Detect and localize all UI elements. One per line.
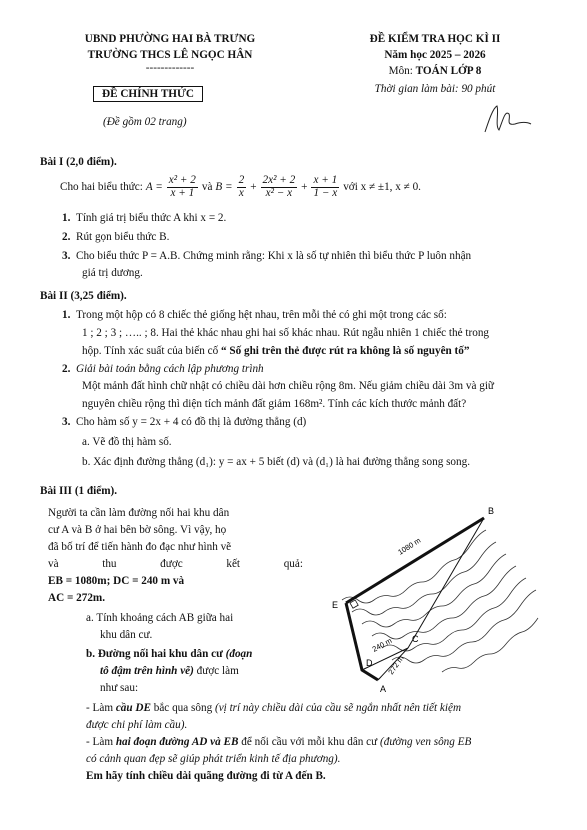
river-figure — [312, 500, 572, 695]
label-1080: 1080 m — [396, 535, 423, 557]
part3-qa: a. Tính khoảng cách AB giữa hai khu dân cư. — [86, 612, 234, 641]
part1-q3: 3. Cho biểu thức P = A.B. Chứng minh rằng: Khi x là số tự nhiên thì biểu thức P luôn nhận — [62, 250, 472, 262]
part3-problem: Người ta cần làm đường nối hai khu dân cư A và B ở hai bên bờ sông. Vì vậy, họ đã bố trí để tiến hành đo đạc như hình vẽ và thu được kết quả: EB = 1080m; DC = 240 m và AC = 272m. — [48, 507, 303, 604]
label-a: A — [380, 684, 387, 694]
school-name: TRƯỜNG THCS LÊ NGỌC HÂN — [87, 49, 253, 61]
fraction-b2: $\frac{\text{2x² + 2}}{\text{x² − x}}$ — [262, 174, 296, 199]
fraction-b1: $\frac{2}{x}$ — [238, 174, 245, 199]
part3-title: Bài III (1 điểm). — [40, 485, 118, 497]
part3-qb: b. Đường nối hai khu dân cư (đoạn tô đậm trên hình vẽ) được làm như sau: — [86, 648, 253, 694]
part1-q1: 1. Tính giá trị biểu thức A khi x = 2. — [62, 212, 227, 224]
subject-label: Môn: — [388, 65, 413, 77]
part2-q1-l2: 1 ; 2 ; 3 ; ….. ; 8. Hai thẻ khác nhau ghi hai số khác nhau. Rút ngẫu nhiên 1 chiếc thẻ trong — [82, 327, 490, 339]
part2-q2: 2. Giải bài toán bằng cách lập phương trình — [62, 363, 264, 375]
part2-title: Bài II (3,25 điểm). — [40, 290, 127, 302]
a-equals: A = — [145, 181, 163, 194]
b-equals: B = — [215, 181, 233, 194]
part2-q3b: b. Xác định đường thẳng (d₁): y = ax + 5 biết (d) và (d₁) là hai đường thẳng song song. — [82, 456, 471, 468]
time-note: Thời gian làm bài: 90 phút — [374, 83, 496, 95]
condition-text: với x ≠ ±1, x ≠ 0. — [343, 181, 421, 194]
official-exam-box: ĐỀ CHÍNH THỨC — [93, 86, 203, 102]
header-dashes: ------------- — [145, 62, 195, 74]
part2-q1-l3: hộp. Tính xác suất của biến cố “ Số ghi trên thẻ được rút ra không là số nguyên tố” — [82, 345, 470, 357]
part1-q3-cont: giá trị dương. — [82, 267, 143, 279]
line-bc — [408, 518, 484, 648]
label-c: C — [412, 634, 419, 644]
school-authority: UBND PHƯỜNG HAI BÀ TRƯNG — [84, 33, 256, 45]
part1-expressions: Cho hai biểu thức: A = $\frac{\text{x² + 2}}{x + 1}$ và B = $\frac{2}{x}$ + $\frac{\text{2x² + 2}}{\text{x² − x}}$ + $\frac{x + 1}{1 - x}$ với x ≠ ±1, x ≠ 0. — [60, 174, 421, 199]
label-b: B — [488, 506, 495, 516]
teacher-signature — [475, 100, 535, 140]
part1-q2: 2. Rút gọn biểu thức B. — [62, 231, 170, 243]
part2-q3: 3. Cho hàm số y = 2x + 4 có đồ thị là đường thẳng (d) — [62, 416, 307, 428]
exam-title: ĐỀ KIỂM TRA HỌC KÌ II — [369, 33, 501, 45]
part2-q1: 1. Trong một hộp có 8 chiếc thẻ giống hệt nhau, trên mỗi thẻ có ghi một trong các số: — [62, 309, 447, 321]
label-272: 272 m — [386, 653, 406, 677]
part2-q3a: a. Vẽ đồ thị hàm số. — [82, 436, 172, 448]
part1-title: Bài I (2,0 điểm). — [40, 156, 117, 168]
subject-value: TOÁN LỚP 8 — [415, 65, 482, 77]
subject-line — [320, 65, 550, 77]
river-waves — [342, 530, 538, 672]
intro-text: Cho hai biểu thức: — [60, 181, 143, 194]
school-year: Năm học 2025 – 2026 — [384, 49, 486, 61]
part2-q2-l2: nguyên chiều rộng thì diện tích mảnh đất giảm 168m². Tính các kích thước mảnh đất? — [82, 398, 467, 410]
label-d: D — [366, 658, 373, 668]
and-word: và — [201, 181, 213, 194]
fraction-b3: $\frac{x + 1}{1 - x}$ — [313, 174, 338, 199]
fraction-a: $\frac{\text{x² + 2}}{x + 1}$ — [168, 174, 196, 199]
part3-bullets: - Làm cầu DE bắc qua sông (vị trí này chiều dài của cầu sẽ ngắn nhất nên tiết kiệm được chi phí làm cầu). - Làm hai đoạn đường AD và EB để nối cầu với mỗi khu dân cư (đường ven sông EB có cảnh quan đẹp sẽ giúp phát triển kinh tế địa phương). Em hãy tính chiều dài quãng đường đi từ A đến B. — [86, 702, 472, 782]
label-240: 240 m — [370, 636, 394, 654]
part2-q2-l1: Một mảnh đất hình chữ nhật có chiều dài hơn chiều rộng 8m. Nếu giảm chiều dài 3m và giữ — [82, 380, 494, 392]
label-e: E — [332, 600, 339, 610]
pages-note: (Đề gồm 02 trang) — [103, 116, 187, 128]
